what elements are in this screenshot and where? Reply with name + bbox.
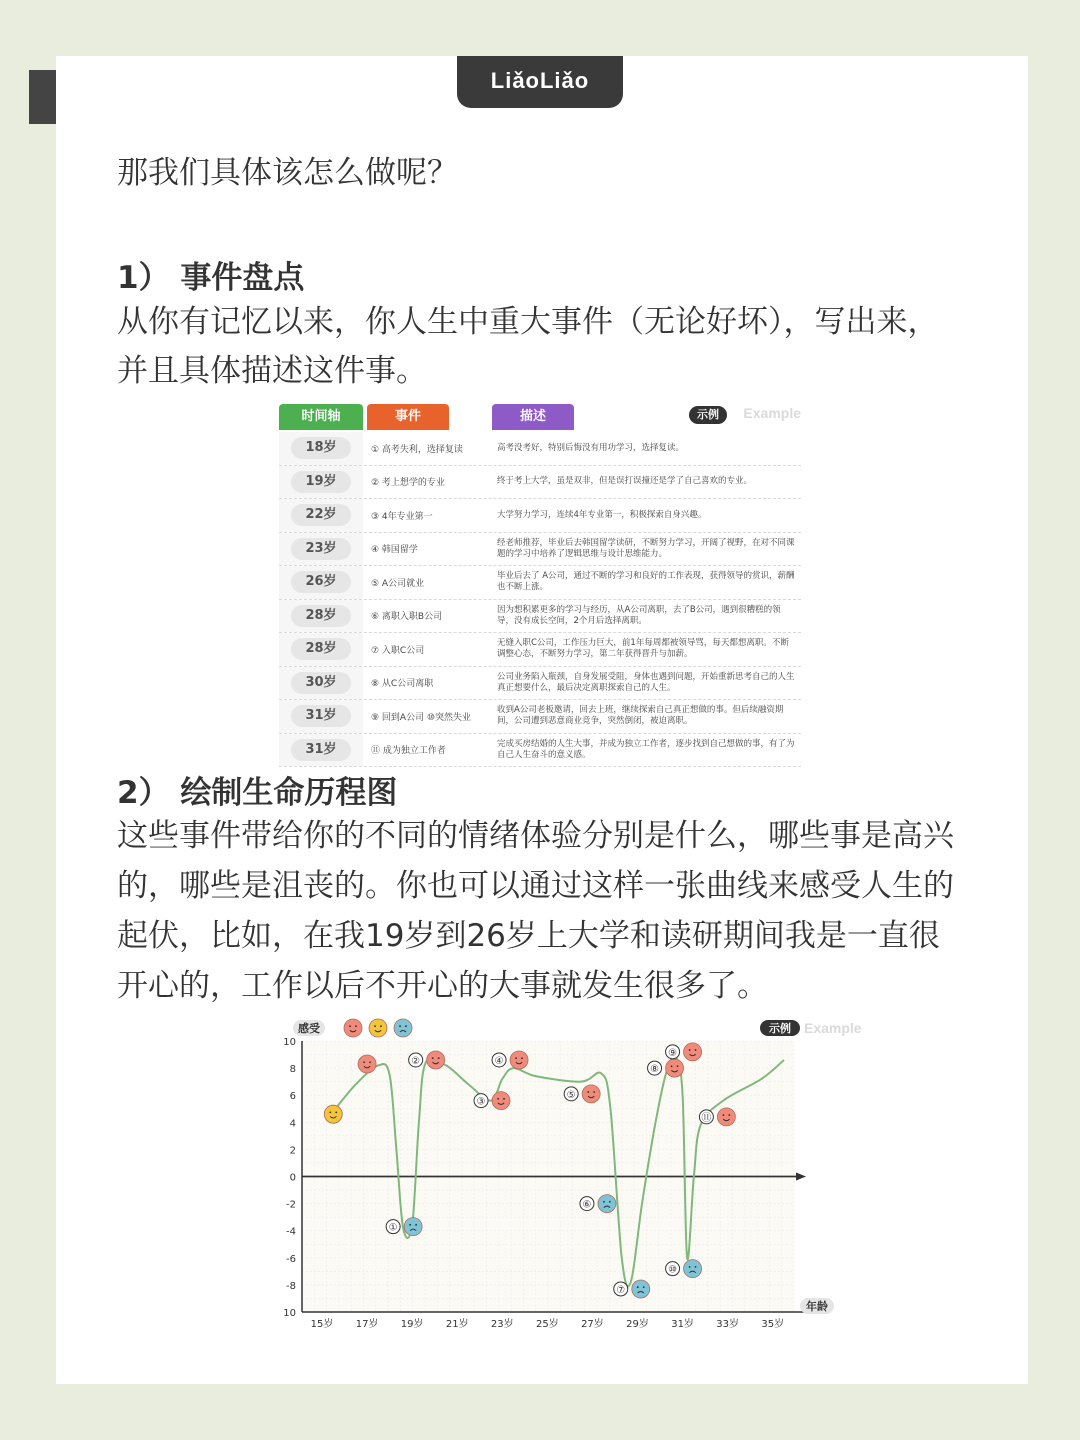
event-face-8-icon-eye: [603, 1201, 605, 1203]
event-face-1-icon: [324, 1105, 342, 1123]
description-cell: 无缝入职C公司，工作压力巨大，前1年每周都被领导骂，每天都想离职。不断调整心态，不断努力学习，第二年获得晋升与加薪。: [497, 638, 789, 660]
legend-sad-face-icon-eye: [405, 1025, 407, 1027]
event-number-label: ⑩: [668, 1264, 678, 1276]
legend-neutral-face-icon-eye: [380, 1025, 382, 1027]
table-row: [279, 466, 801, 500]
section2-title: 2） 绘制生命历程图: [117, 775, 398, 811]
event-number-label: ④: [494, 1055, 504, 1067]
event-number-label: ③: [476, 1096, 486, 1108]
x-tick-label: 19岁: [400, 1319, 424, 1330]
event-face-3-icon-eye: [415, 1224, 417, 1226]
event-face-10-icon-eye: [671, 1065, 673, 1067]
section1-title: 1） 事件盘点: [117, 260, 305, 296]
header-description: 描述: [492, 404, 574, 430]
x-tick-label: 35岁: [761, 1319, 785, 1330]
age-pill: 28岁: [291, 605, 351, 627]
age-pill: 18岁: [291, 437, 351, 459]
x-tick-label: 25岁: [535, 1319, 559, 1330]
table-row: [279, 432, 801, 466]
content-card: [56, 56, 1028, 1384]
x-tick-label: 33岁: [716, 1319, 740, 1330]
event-cell: ⑨ 回到A公司 ⑩突然失业: [371, 712, 472, 723]
y-tick-label: 8: [289, 1064, 296, 1076]
x-axis-label: 年龄: [806, 1300, 828, 1313]
event-number-label: ①: [388, 1222, 398, 1234]
age-pill: 19岁: [291, 471, 351, 493]
x-tick-label: 17岁: [355, 1319, 379, 1330]
event-cell: ⑤ A公司就业: [371, 578, 425, 589]
y-tick-label: 6: [289, 1091, 296, 1103]
event-cell: ③ 4年专业第一: [371, 511, 433, 522]
event-face-12-icon: [684, 1260, 702, 1278]
y-tick-label: 10: [283, 1037, 296, 1048]
event-face-2-icon-eye: [363, 1061, 365, 1063]
event-cell: ⑪ 成为独立工作者: [371, 746, 446, 757]
event-face-6-icon: [510, 1051, 528, 1069]
section2-line2: 的，哪些是沮丧的。你也可以通过这样一张曲线来感受人生的: [117, 868, 954, 904]
description-cell: 毕业后去了 A公司，通过不断的学习和良好的工作表现，获得领导的赏识，薪酬也不断上涨。: [497, 571, 795, 593]
event-face-7-icon: [582, 1085, 600, 1103]
event-face-3-icon-eye: [409, 1224, 411, 1226]
event-face-6-icon-eye: [521, 1057, 523, 1059]
event-face-1-icon-eye: [335, 1111, 337, 1113]
age-pill: 31岁: [291, 705, 351, 727]
table-row: [279, 734, 801, 768]
event-face-6-icon-eye: [515, 1057, 517, 1059]
y-tick-label: 0: [289, 1172, 296, 1184]
table-row: [279, 600, 801, 634]
section2-line3: 起伏，比如，在我19岁到26岁上大学和读研期间我是一直很: [117, 918, 940, 954]
event-face-13-icon-eye: [728, 1114, 730, 1116]
event-number-label: ⑨: [668, 1047, 678, 1059]
legend-neutral-face-icon-eye: [374, 1025, 376, 1027]
y-tick-label: -8: [286, 1280, 296, 1292]
x-tick-label: 15岁: [310, 1319, 334, 1330]
event-face-12-icon-eye: [689, 1266, 691, 1268]
zero-arrow: [796, 1173, 806, 1181]
events-table: [279, 404, 801, 760]
event-cell: ⑧ 从C公司离职: [371, 679, 434, 690]
event-face-5-icon-eye: [497, 1098, 499, 1100]
age-pill: 31岁: [291, 739, 351, 761]
event-cell: ⑦ 入职C公司: [371, 645, 425, 656]
section1-line1: 从你有记忆以来，你人生中重大事件（无论好坏），写出来，: [117, 304, 939, 340]
event-face-13-icon: [717, 1108, 735, 1126]
event-face-5-icon-eye: [503, 1098, 505, 1100]
event-face-10-icon: [666, 1059, 684, 1077]
life-curve-svg: [254, 1020, 862, 1343]
event-face-5-icon: [492, 1092, 510, 1110]
legend-happy-face-icon-eye: [355, 1025, 357, 1027]
event-number-label: ⑧: [650, 1064, 660, 1076]
x-tick-label: 27岁: [581, 1319, 604, 1330]
brand-logo: LiǎoLiǎo: [457, 56, 623, 108]
event-cell: ④ 韩国留学: [371, 545, 418, 556]
intro-text: 那我们具体该怎么做呢？: [117, 155, 458, 191]
description-cell: 完成买房结婚的人生大事，并成为独立工作者，逐步找到自己想做的事，有了为自己人生奋斗的意义感。: [497, 738, 795, 760]
y-tick-label: 4: [289, 1118, 296, 1130]
event-cell: ⑥ 离职入职B公司: [371, 612, 443, 623]
event-face-11-icon-eye: [689, 1049, 691, 1051]
table-row: [279, 667, 801, 701]
legend-happy-face-icon-eye: [349, 1025, 351, 1027]
x-tick-label: 21岁: [445, 1319, 469, 1330]
event-face-13-icon-eye: [723, 1114, 725, 1116]
age-pill: 22岁: [291, 504, 351, 526]
description-cell: 公司业务陷入瓶颈，自身发展受阻，身体也遇到问题，开始重新思考自己的人生真正想要什么，最后决定离职探索自己的人生。: [497, 671, 795, 693]
description-cell: 经老师推荐，毕业后去韩国留学读研，不断努力学习，开阔了视野，在对不同课题的学习中培养了逻辑思维与设计思维能力。: [497, 537, 795, 559]
event-number-label: ⑥: [582, 1199, 592, 1211]
x-tick-label: 31岁: [671, 1319, 694, 1330]
x-tick-label: 29岁: [626, 1319, 649, 1330]
age-pill: 26岁: [291, 571, 351, 593]
event-number-label: ⑤: [566, 1089, 576, 1101]
description-cell: 高考没考好，特别后悔没有用功学习，选择复读。: [497, 442, 685, 453]
event-face-11-icon: [684, 1043, 702, 1061]
event-cell: ① 高考失利，选择复读: [371, 444, 463, 455]
event-face-7-icon-eye: [587, 1091, 589, 1093]
side-bookmark-tab: [29, 70, 56, 124]
description-cell: 收到A公司老板邀请，回去上班，继续探索自己真正想做的事。但后续融资期间，公司遭到恶意商业竞争，突然倒闭，被迫离职。: [497, 705, 784, 727]
event-face-7-icon-eye: [593, 1091, 595, 1093]
event-face-2-icon-eye: [369, 1061, 371, 1063]
event-face-9-icon: [632, 1280, 650, 1298]
y-tick-label: -2: [286, 1199, 296, 1211]
legend-sad-face-icon: [394, 1019, 412, 1037]
table-row: [279, 700, 801, 734]
event-face-11-icon-eye: [695, 1049, 697, 1051]
age-pill: 23岁: [291, 538, 351, 560]
example-tag-en: Example: [743, 405, 801, 421]
header-event: 事件: [367, 404, 449, 430]
table-row: [279, 499, 801, 533]
y-tick-label: -6: [286, 1253, 296, 1265]
event-number-label: ⑪: [701, 1112, 712, 1124]
table-row: [279, 566, 801, 600]
event-face-9-icon-eye: [637, 1286, 639, 1288]
example-tag: 示例: [689, 406, 727, 424]
event-face-4-icon: [427, 1051, 445, 1069]
y-tick-label: -4: [286, 1226, 296, 1238]
description-cell: 大学努力学习，连续4年专业第一，积极探索自身兴趣。: [497, 509, 707, 520]
x-tick-label: 23岁: [490, 1319, 514, 1330]
life-curve-chart: [254, 1020, 862, 1343]
event-face-8-icon: [598, 1195, 616, 1213]
event-face-3-icon: [404, 1218, 422, 1236]
header-timeline: 时间轴: [279, 404, 363, 430]
legend-happy-face-icon: [344, 1019, 362, 1037]
event-face-4-icon-eye: [438, 1057, 440, 1059]
table-row: [279, 633, 801, 667]
legend-neutral-face-icon: [369, 1019, 387, 1037]
event-number-label: ②: [411, 1055, 421, 1067]
y-tick-label: 2: [289, 1145, 296, 1157]
description-cell: 因为想积累更多的学习与经历，从A公司离职，去了B公司，遇到很糟糕的领导，没有成长空间，2个月后选择离职。: [497, 604, 781, 626]
event-cell: ② 考上想学的专业: [371, 478, 445, 489]
legend-sad-face-icon-eye: [399, 1025, 401, 1027]
section1-line2: 并且具体描述这件事。: [117, 353, 427, 389]
table-body: [279, 432, 801, 767]
section2-line1: 这些事件带给你的不同的情绪体验分别是什么，哪些事是高兴: [117, 818, 954, 854]
event-face-2-icon: [358, 1055, 376, 1073]
event-face-10-icon-eye: [677, 1065, 679, 1067]
event-face-8-icon-eye: [609, 1201, 611, 1203]
description-cell: 终于考上大学，虽是双非，但是误打误撞还是学了自己喜欢的专业。: [497, 476, 753, 487]
age-pill: 28岁: [291, 638, 351, 660]
example-tag-en: Example: [804, 1020, 862, 1036]
event-number-label: ⑦: [616, 1284, 626, 1296]
table-row: [279, 533, 801, 567]
event-face-4-icon-eye: [432, 1057, 434, 1059]
y-axis-label: 感受: [298, 1022, 320, 1035]
y-tick-label: 10: [283, 1308, 296, 1319]
age-pill: 30岁: [291, 672, 351, 694]
section2-line4: 开心的，工作以后不开心的大事就发生很多了。: [117, 968, 768, 1004]
event-face-12-icon-eye: [695, 1266, 697, 1268]
example-tag: 示例: [769, 1022, 791, 1035]
event-face-9-icon-eye: [643, 1286, 645, 1288]
event-face-1-icon-eye: [329, 1111, 331, 1113]
